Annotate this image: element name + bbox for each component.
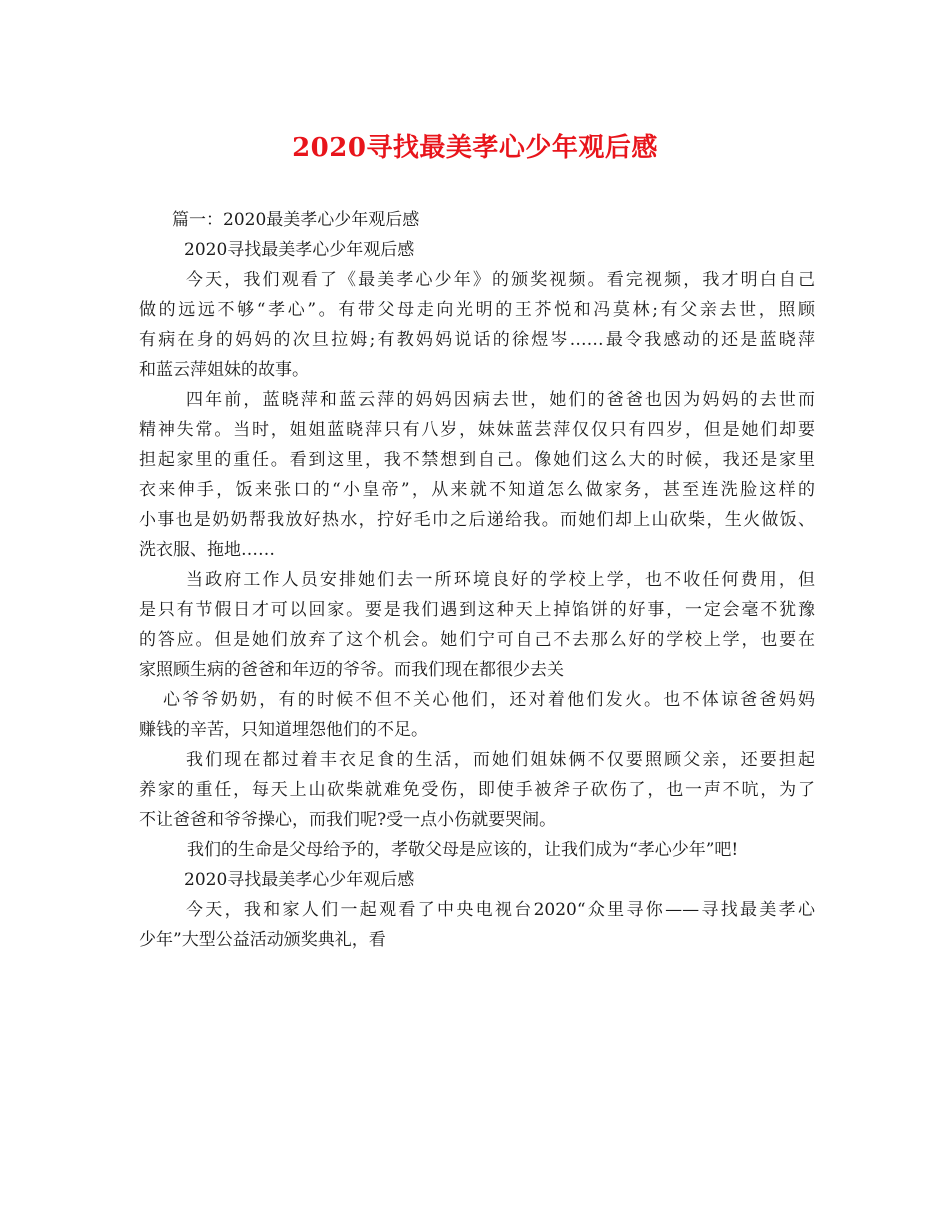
paragraph-line: 精神失常。当时，姐姐蓝晓萍只有八岁，妹妹蓝芸萍仅仅只有四岁，但是她们却要 [139, 420, 815, 440]
document-body [139, 205, 815, 955]
paragraph-line: 我们现在都过着丰衣足食的生活，而她们姐妹俩不仅要照顾父亲，还要担起 [186, 750, 815, 770]
paragraph-line: 衣来伸手，饭来张口的“小皇帝”，从来就不知道怎么做家务，甚至连洗脸这样的 [139, 480, 815, 500]
paragraph-line: 担起家里的重任。看到这里，我不禁想到自己。像她们这么大的时候，我还是家里 [139, 450, 815, 470]
paragraph-line: 养家的重任，每天上山砍柴就难免受伤，即使手被斧子砍伤了，也一声不吭，为了 [139, 780, 815, 800]
paragraph-line: 做的远远不够“孝心”。有带父母走向光明的王芥悦和冯莫林;有父亲去世，照顾 [139, 300, 815, 320]
paragraph-line: 有病在身的妈妈的次旦拉姆;有教妈妈说话的徐煜岑……最令我感动的还是蓝晓萍 [139, 330, 815, 350]
paragraph-line: 心爷爷奶奶，有的时候不但不关心他们，还对着他们发火。也不体谅爸爸妈妈 [163, 690, 815, 710]
paragraph-line: 不让爸爸和爷爷操心，而我们呢?受一点小伤就要哭闹。 [139, 810, 557, 830]
paragraph-line: 当政府工作人员安排她们去一所环境良好的学校上学，也不收任何费用，但 [186, 570, 815, 590]
paragraph-line: 今天，我和家人们一起观看了中央电视台2020“众里寻你——寻找最美孝心 [186, 900, 815, 920]
paragraph-line: 是只有节假日才可以回家。要是我们遇到这种天上掉馅饼的好事，一定会毫不犹豫 [139, 600, 815, 620]
paragraph-line: 和蓝云萍姐妹的故事。 [139, 360, 309, 380]
paragraph-line: 我们的生命是父母给予的，孝敬父母是应该的，让我们成为“孝心少年”吧! [187, 840, 739, 860]
section-heading: 篇一：2020最美孝心少年观后感 [172, 210, 420, 230]
subheading: 2020寻找最美孝心少年观后感 [184, 240, 415, 260]
paragraph-line: 少年”大型公益活动颁奖典礼，看 [139, 930, 386, 950]
paragraph-line: 的答应。但是她们放弃了这个机会。她们宁可自己不去那么好的学校上学，也要在 [139, 630, 815, 650]
paragraph-line: 四年前，蓝晓萍和蓝云萍的妈妈因病去世，她们的爸爸也因为妈妈的去世而 [186, 390, 815, 410]
paragraph-line: 赚钱的辛苦，只知道埋怨他们的不足。 [139, 720, 428, 740]
subheading: 2020寻找最美孝心少年观后感 [184, 870, 415, 890]
paragraph-line: 家照顾生病的爸爸和年迈的爷爷。而我们现在都很少去关 [139, 660, 564, 680]
paragraph-line: 小事也是奶奶帮我放好热水，拧好毛巾之后递给我。而她们却上山砍柴，生火做饭、 [139, 510, 815, 530]
document-title: 2020寻找最美孝心少年观后感 [292, 133, 658, 163]
paragraph-line: 今天，我们观看了《最美孝心少年》的颁奖视频。看完视频，我才明白自己 [186, 270, 815, 290]
paragraph-line: 洗衣服、拖地…… [139, 540, 275, 560]
